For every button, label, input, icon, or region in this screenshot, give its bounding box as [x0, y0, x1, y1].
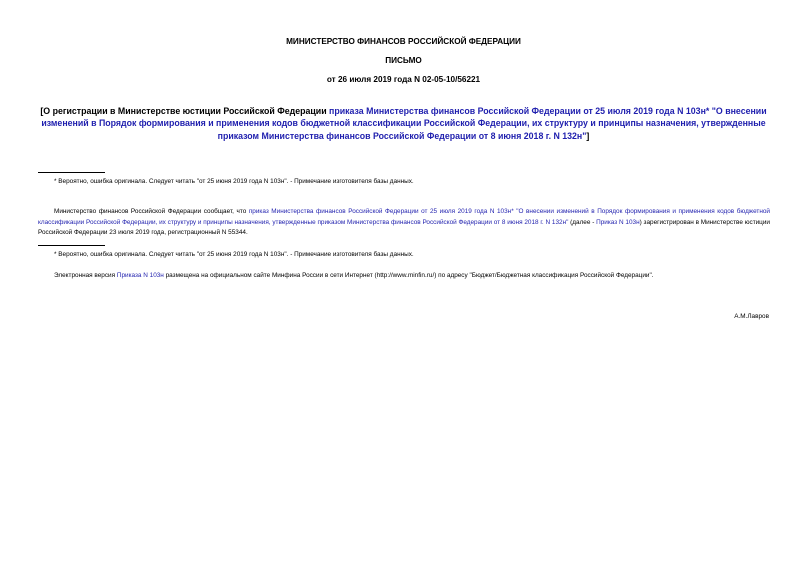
footnote-divider [38, 172, 105, 173]
document-title [40, 105, 767, 142]
footnote: * Вероятно, ошибка оригинала. Следует читать "от 25 июня 2019 года N 103н". - Примечание изготовителя базы данных. [54, 178, 414, 185]
order-link[interactable]: приказ Министерства финансов Российской Федерации от 25 июля 2019 года N 103н* "О внесении изменений в Порядок формирования и применения кодов бюджетной классификации Российской Федерации, их структуру и принципы назначения, утвержденные приказом Министерства финансов Российской Федерации от 8 июня 2018 г. N 132н" [38, 208, 770, 226]
paragraph-text: Министерство финансов Российской Федерации сообщает, что [54, 208, 249, 215]
paragraph-text: Электронная версия [54, 272, 117, 279]
ministry-heading: МИНИСТЕРСТВО ФИНАНСОВ РОССИЙСКОЙ ФЕДЕРАЦИИ [286, 37, 521, 46]
order-short-link[interactable]: Приказ N 103н [596, 218, 640, 226]
order-short-link[interactable]: Приказа N 103н [116, 272, 164, 279]
footnote-divider [38, 245, 105, 246]
electronic-version-paragraph [54, 271, 654, 280]
document-type: ПИСЬМО [385, 56, 422, 65]
body-paragraph [38, 207, 770, 239]
title-order-link[interactable]: приказа Министерства финансов Российской Федерации от 25 июля 2019 года N 103н* "О внесении изменений в Порядок формирования и применения кодов бюджетной классификации Российской Федерации, их структуру и принципы назначения, утвержденные приказом Министерства финансов Российской Федерации от 8 июня 2018 г. N 132н" [41, 106, 767, 141]
paragraph-text: (далее - [568, 218, 597, 226]
document-date-number: от 26 июля 2019 года N 02-05-10/56221 [326, 75, 481, 84]
title-suffix: ] [586, 130, 590, 141]
title-prefix: [О регистрации в Министерстве юстиции Российской Федерации [40, 106, 330, 116]
footnote: * Вероятно, ошибка оригинала. Следует читать "от 25 июня 2019 года N 103н". - Примечание изготовителя базы данных. [54, 251, 414, 258]
paragraph-text: ) зарегистрирован в Министерстве юстиции Российской Федерации 23 июля 2019 года, регистрационный N 55344. [38, 218, 770, 237]
paragraph-text: размещена на официальном сайте Минфина России в сети Интернет (http://www.minfin.ru/) по адресу "Бюджет/Бюджетная классификация Российской Федерации". [163, 272, 654, 279]
signature: А.М.Лавров [734, 313, 769, 320]
